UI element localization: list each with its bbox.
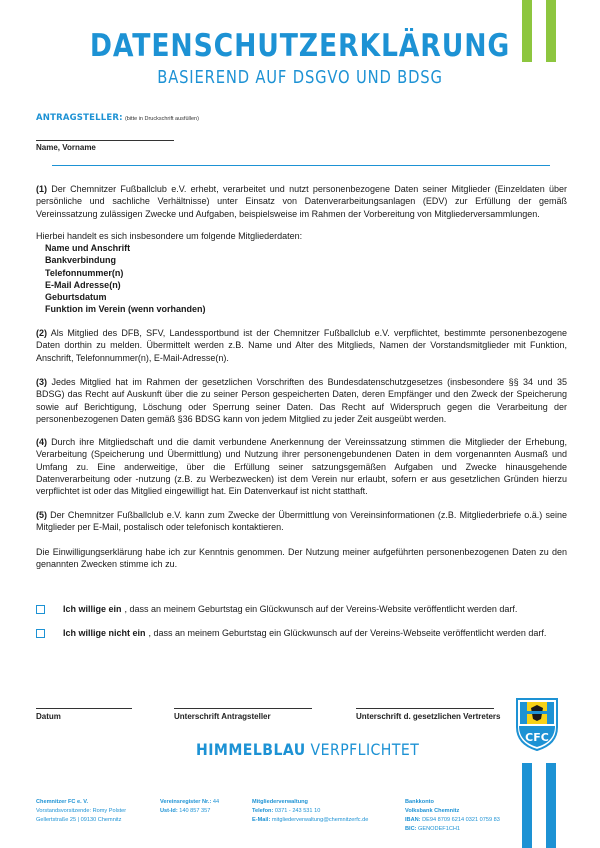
paragraph-1-number: (1) [36, 184, 47, 194]
footer-club-name: Chemnitzer FC e. V. [36, 799, 89, 805]
paragraph-4 [36, 436, 567, 497]
consent-no-row [36, 628, 546, 638]
footer-club-info [36, 798, 126, 825]
page-title: DATENSCHUTZERKLÄRUNG [89, 28, 511, 64]
guardian-signature-line[interactable] [356, 708, 494, 709]
paragraph-2-number: (2) [36, 328, 47, 338]
list-item: Funktion im Verein (wenn vorhanden) [45, 304, 206, 315]
slogan-rest: VERPFLICHTET [305, 740, 420, 759]
name-field-label: Name, Vorname [36, 143, 96, 152]
consent-yes-bold: Ich willige ein [63, 604, 122, 614]
paragraph-2 [36, 327, 567, 364]
footer-email-link[interactable]: E-Mail: mitgliederverwaltung@chemnitzerfc.de [252, 817, 369, 823]
paragraph-5-text: Der Chemnitzer Fußballclub e.V. kann zum Zwecke der Übermittlung von Vereinsinformationen (z.B. Mitgliederbriefe o.ä.) seine Mitglieder per E-Mail, postalisch oder telefonisch kontaktieren. [36, 510, 567, 533]
date-label: Datum [36, 712, 61, 721]
paragraph-5 [36, 509, 567, 534]
footer-bank-name: Volksbank Chemnitz [405, 808, 460, 814]
footer-vat-id: Ust-Id: 140 857 357 [160, 808, 211, 814]
consent-yes-checkbox[interactable] [36, 605, 45, 614]
decor-bar-blue-right [546, 763, 556, 848]
footer-membership-contact [252, 798, 368, 825]
list-item: Telefonnummer(n) [45, 267, 124, 278]
footer-chairwoman: Vorstandsvorsitzende: Romy Polster [36, 808, 127, 814]
footer-membership-heading: Mitgliederverwaltung [252, 799, 308, 805]
paragraph-3 [36, 376, 567, 425]
member-data-list [45, 242, 206, 316]
footer-phone: Telefon: 0371 - 243 531 10 [252, 808, 321, 814]
consent-yes-text: , dass an meinem Geburtstag ein Glückwunsch auf der Vereins-Website veröffentlicht werden darf. [124, 604, 518, 614]
divider [52, 165, 550, 166]
applicant-hint: (bitte in Druckschrift ausfüllen) [124, 116, 199, 122]
paragraph-4-number: (4) [36, 437, 47, 447]
consent-no-text: , dass an meinem Geburtstag ein Glückwunsch auf der Vereins-Webseite veröffentlicht werden darf. [148, 628, 547, 638]
applicant-heading [36, 113, 199, 123]
decor-bar-blue-left [522, 763, 532, 848]
paragraph-1-text: Der Chemnitzer Fußballclub e.V. erhebt, verarbeitet und nutzt personenbezogene Daten seiner Mitglieder (Einzeldaten über persönliche und sachliche Verhältnisse) unter Einsatz von Datenverarbeitungsanlagen (EDV) zur Erfüllung der gemäß Vereinssatzung zulässigen Zwecke und Aufgaben, beispielsweise im Rahmen der Vorbereitung von Mitgliederversammlungen. [36, 184, 567, 219]
footer-bank-heading: Bankkonto [405, 799, 434, 805]
page-subtitle: BASIEREND AUF DSGVO UND BDSG [157, 67, 443, 88]
consent-yes-row [36, 604, 517, 614]
applicant-signature-line[interactable] [174, 708, 312, 709]
paragraph-acknowledgement: Die Einwilligungserklärung habe ich zur Kenntnis genommen. Der Nutzung meiner aufgeführten personenbezogenen Daten zu den genannten Zwecken stimme ich zu. [36, 547, 567, 570]
crest-text: CFC [525, 731, 549, 744]
footer-bic: BIC: GENODEF1CH1 [405, 826, 461, 832]
slogan-bold: HIMMELBLAU [196, 740, 306, 759]
date-signature-line[interactable] [36, 708, 132, 709]
paragraph-2-text: Als Mitglied des DFB, SFV, Landessportbund ist der Chemnitzer Fußballclub e.V. verpflichtet, bestimmte personenbezogene Daten dorthin zu melden. Übermittelt werden z.B. Name und Alter des Mitglieds, Namen der Vorstandsmitglieder mit Funktion, Anschrift, Telefonnummer(n), E-Mail-Adresse(n). [36, 328, 567, 363]
consent-no-bold: Ich willige nicht ein [63, 628, 146, 638]
list-item: E-Mail Adresse(n) [45, 279, 121, 290]
guardian-signature-label: Unterschrift d. gesetzlichen Vertreters [356, 712, 501, 721]
footer-registry-info [160, 798, 219, 816]
footer-bank-info [405, 798, 500, 834]
applicant-signature-label: Unterschrift Antragsteller [174, 712, 271, 721]
consent-no-checkbox[interactable] [36, 629, 45, 638]
list-item: Name und Anschrift [45, 243, 131, 253]
applicant-label: ANTRAGSTELLER: [36, 113, 123, 123]
paragraph-5-number: (5) [36, 510, 47, 520]
paragraph-4-text: Durch ihre Mitgliedschaft und die damit verbundene Anerkennung der Vereinssatzung stimmen die Mitglieder der Erhebung, Verarbeitung (Speicherung und Übermittlung) und Nutzung ihrer personengebundenen Daten in dem vorgenannten Ausmaß und Umfang zu. Eine anderweitige, über die Erfüllung seiner satzungsgemäßen Aufgaben und Zwecke hinausgehende Datenverarbeitung oder -nutzung (z.B. zu Werbezwecken) ist dem Verein nur erlaubt, sofern er aus gesetzlichen Gründen hierzu verpflichtet ist oder das Mitglied eingewilligt hat. Ein Datenverkauf ist nicht statthaft. [36, 437, 567, 497]
paragraph-1 [36, 183, 567, 220]
list-item: Geburtsdatum [45, 292, 107, 303]
paragraph-data-intro: Hierbei handelt es sich insbesondere um folgende Mitgliederdaten: [36, 231, 303, 241]
name-input-line[interactable] [36, 140, 174, 141]
paragraph-3-number: (3) [36, 377, 47, 387]
list-item: Bankverbindung [45, 255, 117, 266]
club-crest-logo [515, 697, 559, 751]
paragraph-3-text: Jedes Mitglied hat im Rahmen der gesetzlichen Vorschriften des Bundesdatenschutzgesetzes (insbesondere §§ 34 und 35 BDSG) das Recht auf Auskunft über die zu seiner Person gespeicherten Daten, deren Empfänger und den Zweck der Speicherung sowie auf Berichtigung, Löschung oder Sperrung seiner Daten. Das Recht auf Widerspruch gegen die Verarbeitung der personenbezogenen Daten gemäß §36 BDSG kann von jedem Mitglied zu jeder Zeit ausgeübt werden. [36, 377, 567, 424]
footer-iban: IBAN: DE94 8709 6214 0321 0759 83 [405, 817, 500, 823]
footer-address: Gellertstraße 25 | 09130 Chemnitz [36, 817, 122, 823]
slogan [196, 740, 419, 759]
footer-registry: Vereinsregister Nr.: 44 [160, 799, 220, 805]
